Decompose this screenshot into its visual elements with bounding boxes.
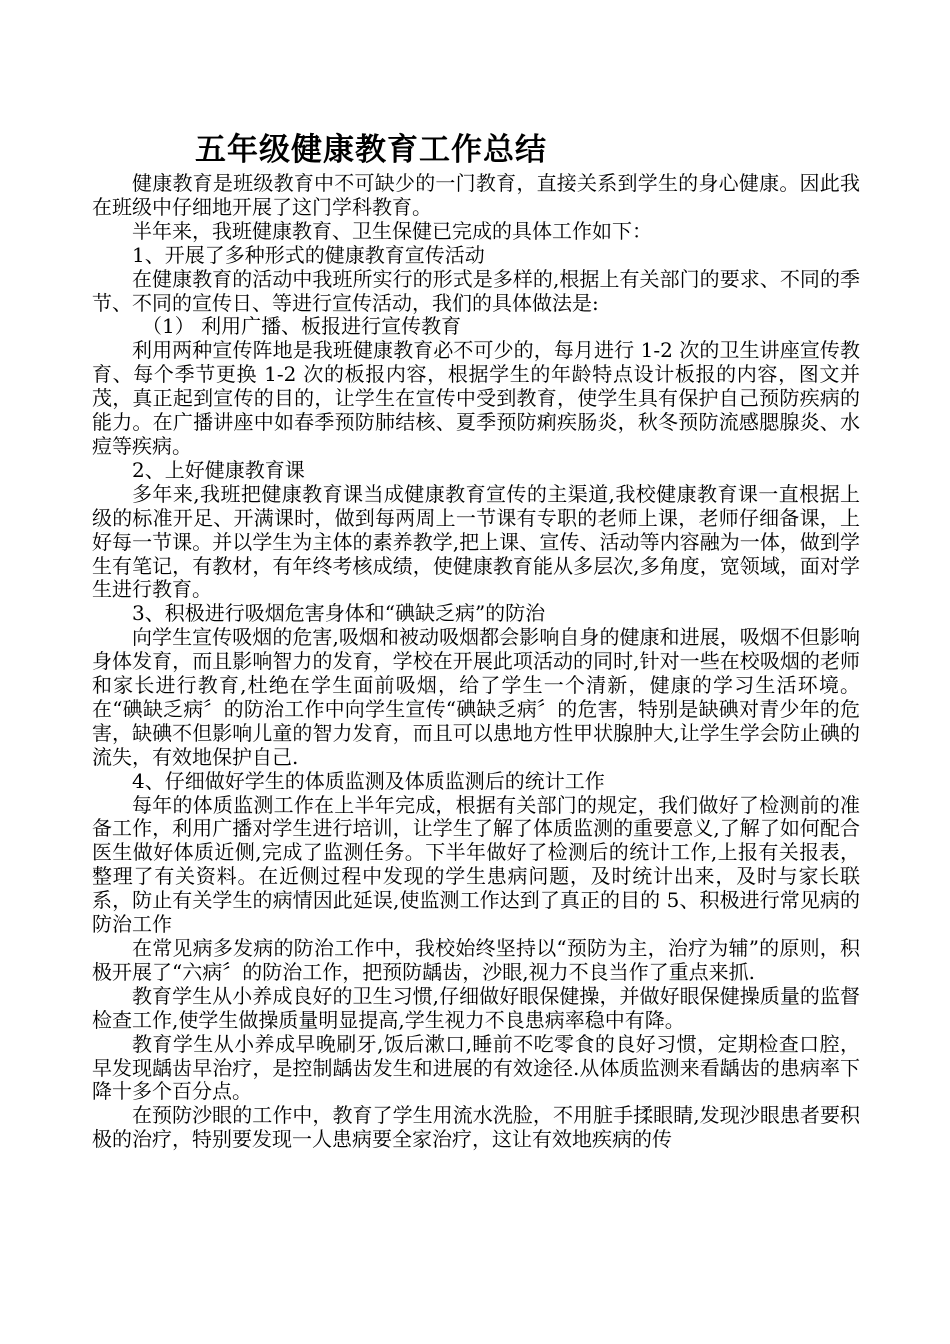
document-body [92,172,860,1152]
subsection-heading: （1） 利用广播、板报进行宣传教育 [142,314,462,339]
document-title: 五年级健康教育工作总结 [195,132,547,168]
section-heading: 2、上好健康教育课 [132,457,305,482]
document-page [92,128,860,1152]
section-heading: 1、开展了多种形式的健康教育宣传活动 [132,242,485,267]
paragraph: 在健康教育的活动中我班所实行的形式是多样的,根据上有关部门的要求、不同的季节、不同的宣传日、等进行宣传活动，我们的具体做法是: [92,266,860,315]
paragraph: 在常见病多发病的防治工作中，我校始终坚持以“预防为主，治疗为辅”的原则，积极开展了“六病〞的防治工作，把预防龋齿，沙眼,视力不良当作了重点来抓. [92,936,860,984]
paragraph: 利用两种宣传阵地是我班健康教育必不可少的，每月进行 1-2 次的卫生讲座宣传教育、每个季节更换 1-2 次的板报内容，根据学生的年龄特点设计板报的内容，图文并茂，真正起到宣传的目的，让学生在宣传中受到教育，使学生具有保护自己预防疾病的能力。在广播讲座中如春季预防肺结核、夏季预防痢疾肠炎，秋冬预防流感腮腺炎、水痘等疾病。 [92,338,860,458]
paragraph: 半年来，我班健康教育、卫生保健已完成的具体工作如下： [132,218,652,243]
paragraph: 多年来,我班把健康教育课当成健康教育宣传的主渠道,我校健康教育课一直根据上级的标准开足、开满课时，做到每两周上一节课有专职的老师上课，老师仔细备课，上好每一节课。并以学生为主体的素养教学,把上课、宣传、活动等内容融为一体，做到学生有笔记，有教材，有年终考核成绩，使健康教育能从多层次,多角度，宽领域，面对学生进行教育。 [92,481,860,602]
paragraph: 在预防沙眼的工作中，教育了学生用流水洗脸，不用脏手揉眼睛,发现沙眼患者要积极的治疗，特别要发现一人患病要全家治疗，这让有效地疾病的传 [92,1103,860,1152]
paragraph: 教育学生从小养成早晚刷牙,饭后漱口,睡前不吃零食的良好习惯，定期检查口腔，早发现龋齿早治疗，是控制龋齿发生和进展的有效途径.从体质监测来看龋齿的患病率下降十多个百分点。 [92,1031,860,1104]
paragraph: 健康教育是班级教育中不可缺少的一门教育，直接关系到学生的身心健康。因此我在班级中仔细地开展了这门学科教育。 [92,171,860,219]
paragraph: 教育学生从小养成良好的卫生习惯,仔细做好眼保健操，并做好眼保健操质量的监督检查工作,使学生做操质量明显提高,学生视力不良患病率稳中有降。 [92,983,860,1032]
paragraph: 每年的体质监测工作在上半年完成，根据有关部门的规定，我们做好了检测前的准备工作，利用广播对学生进行培训，让学生了解了体质监测的重要意义,了解了如何配合医生做好体质近侧,完成了监测任务。下半年做好了检测后的统计工作,上报有关报表，整理了有关资料。在近侧过程中发现的学生患病问题，及时统计出来，及时与家长联系，防止有关学生的病情因此延误,使监测工作达到了真正的目的 5、积极进行常见病的防治工作 [92,792,860,937]
section-heading: 3、积极进行吸烟危害身体和“碘缺乏病”的防治 [132,601,546,626]
section-heading: 4、仔细做好学生的体质监测及体质监测后的统计工作 [132,768,605,793]
paragraph: 向学生宣传吸烟的危害,吸烟和被动吸烟都会影响自身的健康和进展，吸烟不但影响身体发育，而且影响智力的发育，学校在开展此项活动的同时,针对一些在校吸烟的老师和家长进行教育,杜绝在学生面前吸烟，给了学生一个清新，健康的学习生活环境。在“碘缺乏病〞的防治工作中向学生宣传“碘缺乏病〞的危害，特别是缺碘对青少年的危害，缺碘不但影响儿童的智力发育，而且可以患地方性甲状腺肿大,让学生学会防止碘的流失，有效地保护自己. [92,625,860,769]
